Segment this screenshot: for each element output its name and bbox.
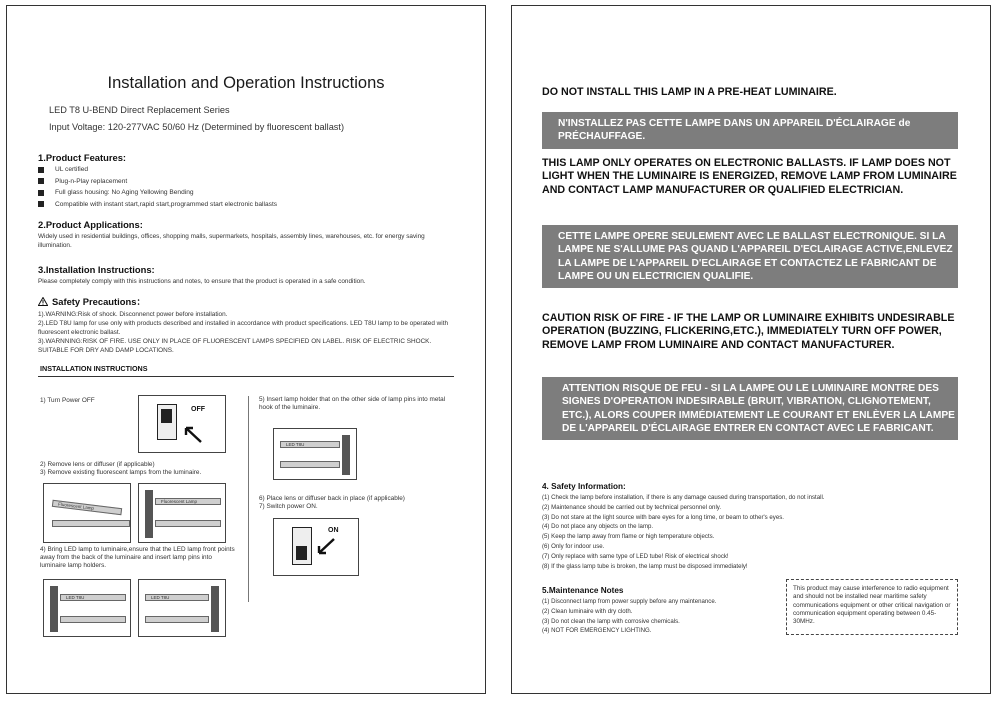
safety-heading-text: Safety Precautions： bbox=[52, 296, 146, 307]
safety-3: 3).WARNNING:RISK OF FIRE. USE ONLY IN PLACE OF FLUORESCENT LAMPS SPECIFIED ON LABEL. RISK OF ELECTRIC SHOCK. SUITABLE FOR DRY AND DAMP LOCATIONS. bbox=[38, 338, 432, 354]
warning-fire-en: CAUTION RISK OF FIRE - IF THE LAMP OR LUMINAIRE EXHIBITS UNDESIRABLE OPERATION (BUZZING, FLICKERING,ETC.), IMMEDIATELY TURN OFF POWER, REMOVE LAMP FROM LUMINAIRE AND CONTACT MANUFACTURER. bbox=[542, 312, 955, 351]
input-voltage: Input Voltage: 120-277VAC 50/60 Hz (Determined by fluorescent ballast) bbox=[49, 122, 345, 132]
lamp-holder bbox=[50, 586, 58, 632]
switch-on-illustration bbox=[273, 518, 359, 576]
step-6: 6) Place lens or diffuser back in place (if applicable) bbox=[259, 495, 405, 502]
tube-lower bbox=[52, 520, 130, 527]
divider bbox=[38, 376, 454, 377]
step-4: 4) Bring LED lamp to luminaire,ensure that the LED lamp front points away from the back of the luminaire and insert lamp pins into luminaire lamp holders. bbox=[40, 546, 235, 569]
list-item: (8) If the glass lamp tube is broken, the lamp must be disposed immediately! bbox=[542, 562, 748, 570]
column-divider bbox=[248, 396, 249, 602]
applications-text: Widely used in residential buildings, offices, shopping malls, supermarkets, hospitals, assembly lines, warehouses, etc. for energy saving illumination. bbox=[38, 233, 425, 249]
list-item: (2) Clean luminaire with dry cloth. bbox=[542, 607, 633, 615]
step-1: 1) Turn Power OFF bbox=[40, 397, 95, 404]
led-tube: LED T8U bbox=[60, 594, 126, 601]
list-item: (3) Do not clean the lamp with corrosive chemicals. bbox=[542, 617, 680, 625]
interference-note: This product may cause interference to radio equipment and should not be installed near maritime safety communications equipment or other critical navigation or communication equipment operating between 0.45-30MHz. bbox=[786, 579, 958, 635]
document-title: Installation and Operation Instructions bbox=[107, 74, 385, 92]
on-label: ON bbox=[328, 527, 339, 534]
installation-heading: 3.Installation Instructions: bbox=[38, 264, 155, 275]
switch-rocker bbox=[296, 546, 307, 560]
maintenance-list bbox=[542, 597, 777, 636]
left-page bbox=[6, 5, 486, 694]
warning-icon bbox=[38, 297, 48, 306]
list-item: (1) Check the lamp before installation, if there is any damage caused during transportation, do not install. bbox=[542, 494, 825, 501]
installation-text: Please completely comply with this instructions and notes, to ensure that the product is operated in a safe condition. bbox=[38, 278, 366, 285]
features-heading: 1.Product Features: bbox=[38, 152, 127, 163]
fluorescent-tube: Fluorescent Lamp bbox=[52, 500, 122, 515]
safety-1: 1).WARNING:Risk of shock. Disconnenct power before installation. bbox=[38, 311, 228, 318]
switch-off-illustration bbox=[138, 395, 226, 453]
bullet-icon bbox=[38, 190, 44, 196]
list-item: (4) Do not place any objects on the lamp. bbox=[542, 523, 654, 531]
list-item: (6) Only for indoor use. bbox=[542, 542, 605, 550]
list-item: Compatible with instant start,rapid start,programmed start electronic ballasts bbox=[38, 199, 418, 211]
led-tube-lower bbox=[280, 461, 340, 468]
safety-info-heading: 4. Safety Information: bbox=[542, 482, 626, 491]
hook-illustration bbox=[273, 428, 357, 480]
insert-lamp-illustration-1 bbox=[43, 579, 131, 637]
warning-preheat-en: DO NOT INSTALL THIS LAMP IN A PRE-HEAT LUMINAIRE. bbox=[542, 86, 837, 98]
led-tube: LED T8U bbox=[280, 441, 340, 448]
lamp-holder bbox=[342, 435, 350, 475]
install-steps-heading: INSTALLATION INSTRUCTIONS bbox=[40, 364, 148, 373]
step-7: 7) Switch power ON. bbox=[259, 503, 318, 510]
bullet-icon bbox=[38, 178, 44, 184]
switch-plate bbox=[157, 404, 177, 440]
features-list bbox=[38, 164, 418, 210]
led-tube: LED T8U bbox=[145, 594, 209, 601]
list-item: (3) Do not stare at the light source with bare eyes for a long time, or beam to other's eyes. bbox=[542, 513, 784, 521]
tube-lower bbox=[155, 520, 221, 527]
list-item: (1) Disconnect lamp from power supply before any maintenance. bbox=[542, 598, 717, 605]
lamp-holder bbox=[145, 490, 153, 538]
warning-fire-fr: ATTENTION RISQUE DE FEU - SI LA LAMPE OU LE LUMINAIRE MONTRE DES SIGNES D'OPERATION INDESIRABLE (BRUIT, VIBRATION, CLIGNOTEMENT, ETC.), ALORS COUPER IMMÉDIATEMENT LE COURANT ET ENLÈVER LA LAMPE DE L'APPAREIL D'ÉCLAIRAGE ENTRER EN CONTACT AVEC LE FABRICANT. bbox=[542, 377, 958, 440]
list-item: (5) Keep the lamp away from flame or high temperature objects. bbox=[542, 533, 715, 541]
fluorescent-tube: Fluorescent Lamp bbox=[155, 498, 221, 505]
safety-info-list bbox=[542, 493, 902, 571]
remove-lamp-illustration-1 bbox=[43, 483, 131, 543]
bullet-icon bbox=[38, 167, 44, 173]
list-item: UL certified bbox=[38, 164, 418, 176]
warning-ballast-en: THIS LAMP ONLY OPERATES ON ELECTRONIC BALLASTS. IF LAMP DOES NOT LIGHT WHEN THE LUMINAIRE IS ENERGIZED, REMOVE LAMP FROM LUMINAIRE AND CONTACT LAMP MANUFACTURER OR QUALIFIED ELECTRICIAN. bbox=[542, 157, 957, 196]
warning-ballast-fr: CETTE LAMPE OPERE SEULEMENT AVEC LE BALLAST ELECTRONIQUE. SI LA LAMPE NE S'ALLUME PAS QUAND L'APPAREIL D'ECLAIRAGE ACTIVE,ENLEVEZ LA LAMPE DE L'APPAREIL D'ECLAIRAGE ET CONTACTEZ LE FABRICANT DE LAMPE OU UN ELECTRICIEN QUALIFIE. bbox=[542, 225, 958, 288]
list-item: Full glass housing: No Aging Yellowing Bending bbox=[38, 187, 418, 199]
warning-preheat-fr: N'INSTALLEZ PAS CETTE LAMPE DANS UN APPAREIL D'ÉCLAIRAGE de PRÉCHAUFFAGE. bbox=[542, 112, 958, 149]
switch-plate bbox=[292, 527, 312, 565]
right-page bbox=[511, 5, 991, 694]
list-item: Plug-n-Play replacement bbox=[38, 176, 418, 188]
arrow-icon bbox=[181, 424, 203, 444]
remove-lamp-illustration-2 bbox=[138, 483, 226, 543]
safety-heading bbox=[38, 294, 146, 308]
arrow-icon bbox=[314, 537, 336, 557]
list-item: (2) Maintenance should be carried out by technical personnel only. bbox=[542, 503, 722, 511]
maintenance-heading: 5.Maintenance Notes bbox=[542, 586, 624, 595]
insert-lamp-illustration-2 bbox=[138, 579, 226, 637]
bullet-icon bbox=[38, 201, 44, 207]
off-label: OFF bbox=[191, 406, 205, 413]
product-series: LED T8 U-BEND Direct Replacement Series bbox=[49, 105, 230, 115]
list-item: (7) Only replace with same type of LED tube! Risk of electrical shock! bbox=[542, 552, 729, 560]
switch-rocker bbox=[161, 409, 172, 423]
list-item: (4) NOT FOR EMERGENCY LIGHTING. bbox=[542, 627, 652, 635]
step-3: 3) Remove existing fluorescent lamps from the luminaire. bbox=[40, 469, 202, 476]
step-5: 5) Insert lamp holder that on the other side of lamp pins into metal hook of the luminaire. bbox=[259, 396, 446, 411]
step-2: 2) Remove lens or diffuser (if applicable) bbox=[40, 461, 155, 468]
lamp-holder bbox=[211, 586, 219, 632]
led-tube-lower bbox=[145, 616, 209, 623]
safety-2: 2).LED T8U lamp for use only with products described and installed in accordance with product specifications. LED T8U lamp to be operated with fluorescent electronic ballast. bbox=[38, 320, 449, 336]
led-tube-lower bbox=[60, 616, 126, 623]
applications-heading: 2.Product Applications: bbox=[38, 219, 143, 230]
